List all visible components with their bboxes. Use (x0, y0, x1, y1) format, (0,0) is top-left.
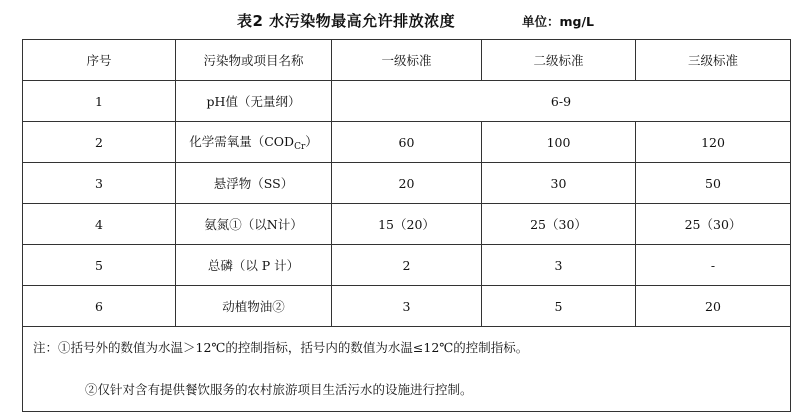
row-grade3: 20 (636, 286, 791, 327)
unit-label: 单位：mg/L (522, 14, 595, 29)
row-grade1: 15（20） (332, 204, 482, 245)
row-no: 6 (23, 286, 176, 327)
table-row (23, 163, 791, 204)
row-name: 悬浮物（SS） (176, 163, 332, 204)
row-grade3: 50 (636, 163, 791, 204)
note-2: ②仅针对含有提供餐饮服务的农村旅游项目生活污水的设施进行控制。 (85, 382, 473, 397)
table-row (23, 81, 791, 122)
row-no: 3 (23, 163, 176, 204)
note-1: 注：①括号外的数值为水温＞12℃的控制指标，括号内的数值为水温≤12℃的控制指标。 (33, 340, 529, 355)
row-grade3: - (636, 245, 791, 286)
row-grade2: 3 (482, 245, 636, 286)
table-row (23, 286, 791, 327)
table-title: 表2 水污染物最高允许排放浓度 (237, 12, 456, 30)
row-grade3: 25（30） (636, 204, 791, 245)
row-name: pH值（无量纲） (176, 81, 332, 122)
row-name-tail: ） (305, 134, 318, 149)
row-grade3: 120 (636, 122, 791, 163)
row-no: 2 (23, 122, 176, 163)
notes-cell (23, 327, 791, 412)
row-name-subscript: Cr (294, 142, 306, 152)
row-name: 动植物油② (176, 286, 332, 327)
row-name: 总磷（以 P 计） (176, 245, 332, 286)
header-grade1: 一级标准 (332, 40, 482, 81)
row-grade2: 5 (482, 286, 636, 327)
header-no: 序号 (23, 40, 176, 81)
row-no: 4 (23, 204, 176, 245)
row-name (176, 122, 332, 163)
notes-row (23, 327, 791, 412)
row-grade2: 25（30） (482, 204, 636, 245)
row-grade2: 100 (482, 122, 636, 163)
row-no: 5 (23, 245, 176, 286)
row-grade1: 20 (332, 163, 482, 204)
row-grade1: 3 (332, 286, 482, 327)
table-row (23, 122, 791, 163)
table-row (23, 245, 791, 286)
table-row (23, 204, 791, 245)
title-row (0, 8, 807, 32)
row-merged-value: 6-9 (332, 81, 791, 122)
row-grade1: 60 (332, 122, 482, 163)
row-no: 1 (23, 81, 176, 122)
header-row (23, 40, 791, 81)
header-grade3: 三级标准 (636, 40, 791, 81)
header-grade2: 二级标准 (482, 40, 636, 81)
emission-standards-table (22, 39, 791, 412)
row-grade1: 2 (332, 245, 482, 286)
row-name: 氨氮①（以N计） (176, 204, 332, 245)
row-name-main: 化学需氧量（COD (189, 134, 295, 149)
header-name: 污染物或项目名称 (176, 40, 332, 81)
row-grade2: 30 (482, 163, 636, 204)
